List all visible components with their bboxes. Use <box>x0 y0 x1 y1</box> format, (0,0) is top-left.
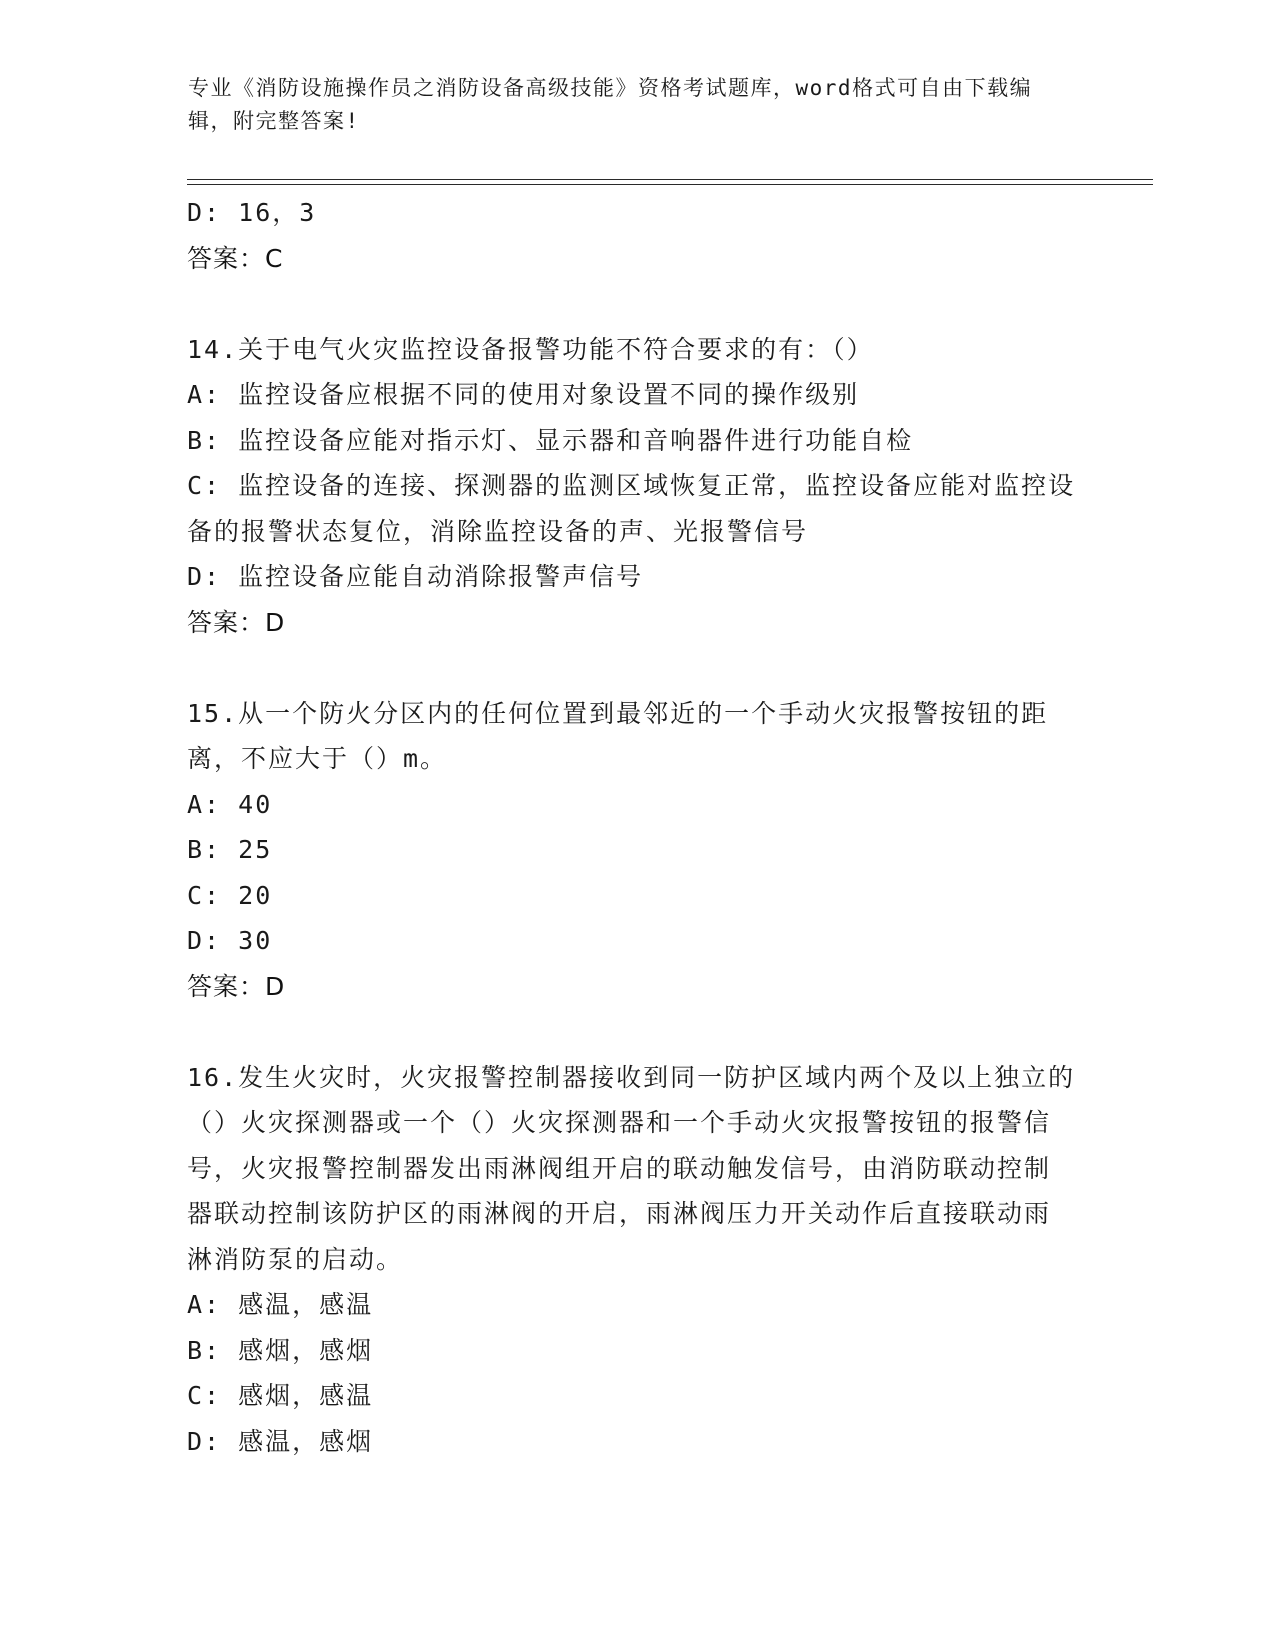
spacer <box>187 645 1077 691</box>
option-b: B: 25 <box>187 835 273 864</box>
question-16 <box>187 1055 1077 1465</box>
header-text: 专业《消防设施操作员之消防设备高级技能》资格考试题库，word格式可自由下载编辑，附完整答案! <box>188 76 1033 133</box>
option-a: A: 40 <box>187 789 273 819</box>
option-b: B: 感烟，感烟 <box>187 1335 374 1365</box>
question-list <box>187 190 1077 1464</box>
option-b: B: 监控设备应能对指示灯、显示器和音响器件进行功能自检 <box>187 425 914 455</box>
header-rule-top <box>187 179 1153 180</box>
question-15 <box>187 691 1077 1010</box>
prev-option-d: D: 16，3 <box>187 198 317 227</box>
option-c: C: 监控设备的连接、探测器的监测区域恢复正常，监控设备应能对监控设备的报警状态复位，消除监控设备的声、光报警信号 <box>187 471 1076 546</box>
answer: 答案：D <box>187 971 286 1001</box>
prev-answer: 答案：C <box>187 243 284 273</box>
spacer <box>187 281 1077 327</box>
page-header <box>188 72 1068 138</box>
option-d: D: 30 <box>187 926 273 955</box>
option-d: D: 监控设备应能自动消除报警声信号 <box>187 562 644 591</box>
option-c: C: 感烟，感温 <box>187 1381 374 1410</box>
question-stem: 16.发生火灾时，火灾报警控制器接收到同一防护区域内两个及以上独立的（）火灾探测器或一个（）火灾探测器和一个手动火灾报警按钮的报警信号，火灾报警控制器发出雨淋阀组开启的联动触发信号，由消防联动控制器联动控制该防护区的雨淋阀的开启，雨淋阀压力开关动作后直接联动雨淋消防泵的启动。 <box>187 1062 1076 1274</box>
option-c: C: 20 <box>187 880 273 910</box>
question-14 <box>187 327 1077 646</box>
option-d: D: 感温，感烟 <box>187 1426 374 1456</box>
header-rule-bottom <box>187 184 1153 185</box>
question-stem: 14.关于电气火灾监控设备报警功能不符合要求的有：（） <box>187 334 874 364</box>
question-stem: 15.从一个防火分区内的任何位置到最邻近的一个手动火灾报警按钮的距离，不应大于（）m。 <box>187 698 1049 773</box>
spacer <box>187 1009 1077 1055</box>
answer: 答案：D <box>187 607 286 637</box>
option-a: A: 感温，感温 <box>187 1290 374 1319</box>
option-a: A: 监控设备应根据不同的使用对象设置不同的操作级别 <box>187 380 860 409</box>
